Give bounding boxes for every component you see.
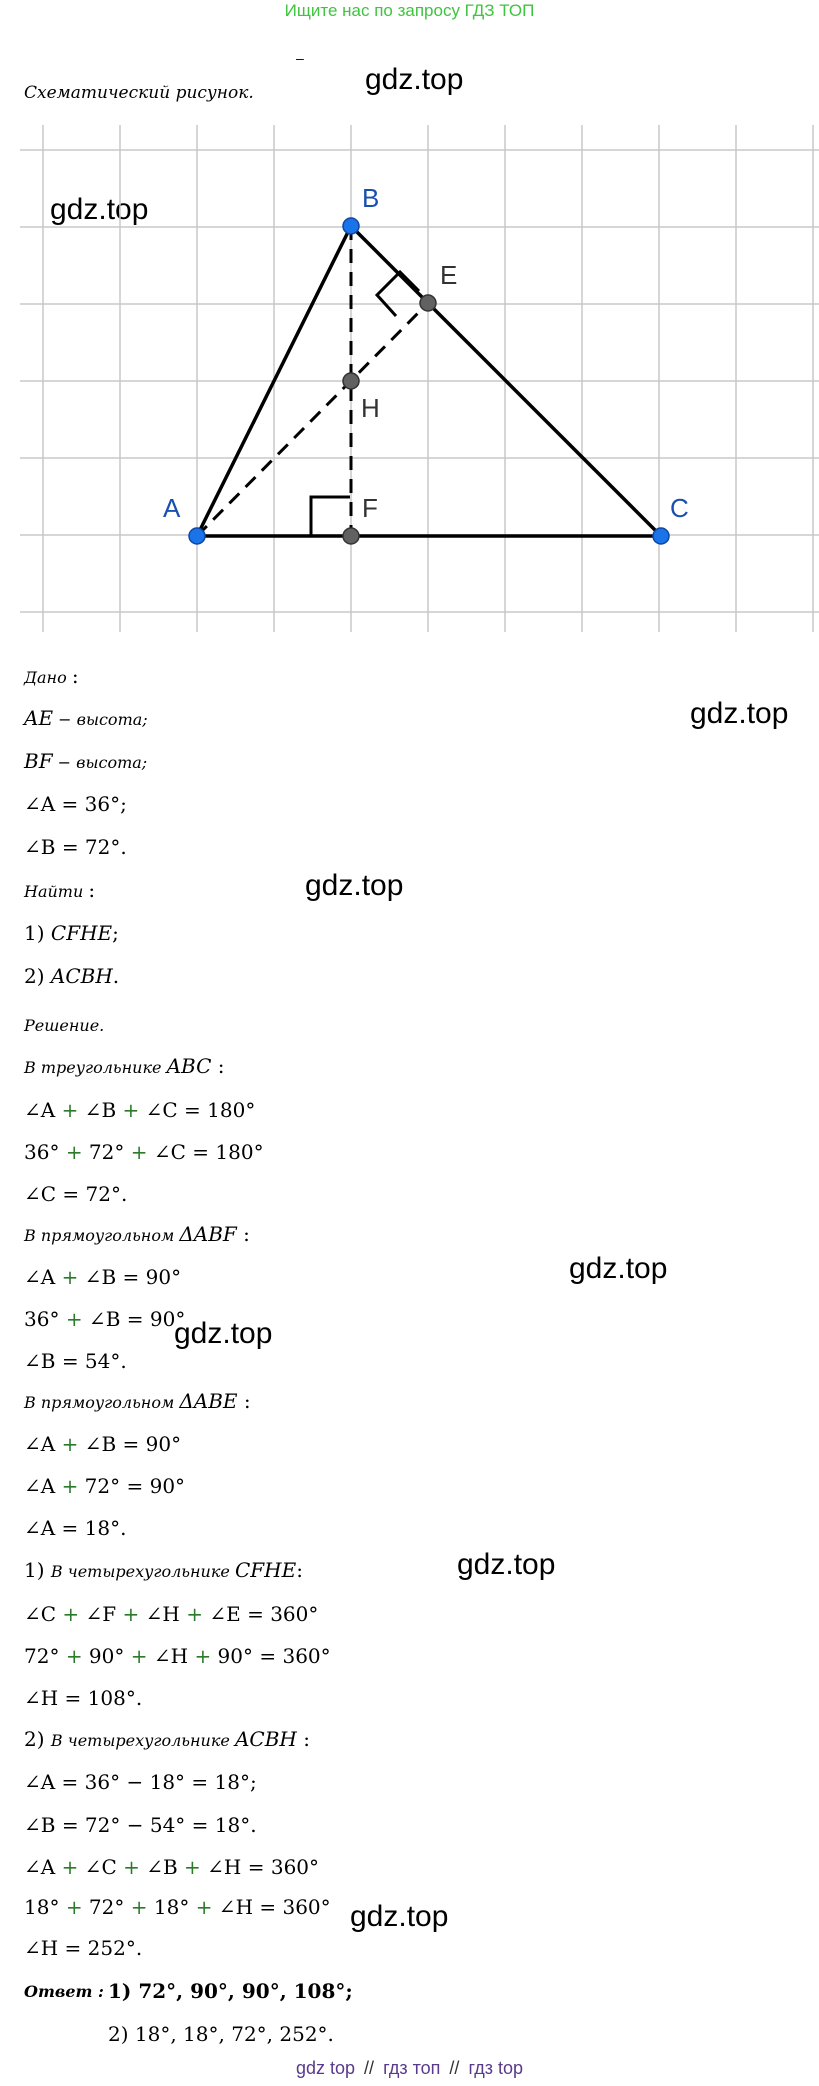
search-banner: Ищите нас по запросу ГДЗ ТОП	[284, 1, 535, 20]
watermark: gdz.top	[569, 1252, 668, 1285]
footer-separator: //	[364, 2058, 375, 2078]
given-bf: BF − высота;	[24, 749, 148, 773]
step-5-heading: 2) В четырехугольнике ACBH :	[24, 1727, 310, 1751]
footer-link-2[interactable]: гдз топ	[383, 2058, 441, 2078]
find-2: 2) ACBH.	[24, 964, 120, 988]
step-2-heading: В прямоугольном ΔABF :	[24, 1222, 250, 1246]
step-4-line-3: ∠H = 108°.	[24, 1686, 143, 1710]
step-3-line-3: ∠A = 18°.	[24, 1516, 127, 1540]
step-2-line-3: ∠B = 54°.	[24, 1349, 127, 1373]
figure-caption: Схематический рисунок.	[24, 83, 254, 103]
step-5-line-5: ∠H = 252°.	[24, 1936, 143, 1960]
stray-mark: –	[296, 50, 304, 66]
point-e	[420, 295, 436, 311]
watermark: gdz.top	[305, 869, 404, 902]
step-3-heading: В прямоугольном ΔABE :	[24, 1389, 251, 1413]
answer-2: 2) 18°, 18°, 72°, 252°.	[108, 2022, 334, 2046]
step-2-line-2: 36° + ∠B = 90°	[24, 1307, 186, 1331]
answer-1: 1) 72°, 90°, 90°, 108°;	[108, 1979, 353, 2003]
watermark: gdz.top	[457, 1548, 556, 1581]
label-h: H	[361, 393, 380, 423]
footer-link-3[interactable]: гдз top	[468, 2058, 523, 2078]
label-b: B	[362, 183, 380, 213]
given-angle-a: ∠A = 36°;	[24, 792, 127, 816]
step-1-line-3: ∠C = 72°.	[24, 1182, 128, 1206]
watermark: gdz.top	[350, 1900, 449, 1933]
step-4-line-1: ∠C + ∠F + ∠H + ∠E = 360°	[24, 1602, 319, 1626]
step-5-line-4: 18° + 72° + 18° + ∠H = 360°	[24, 1895, 331, 1919]
footer-links	[0, 2058, 819, 2079]
step-1-line-2: 36° + 72° + ∠C = 180°	[24, 1140, 264, 1164]
step-2-line-1: ∠A + ∠B = 90°	[24, 1265, 182, 1289]
step-5-line-1: ∠A = 36° − 18° = 18°;	[24, 1770, 257, 1794]
triangle-figure	[0, 120, 819, 640]
grid	[20, 125, 819, 632]
watermark: gdz.top	[365, 63, 464, 96]
footer-separator: //	[449, 2058, 460, 2078]
solution-heading: Решение.	[24, 1016, 105, 1035]
step-3-line-2: ∠A + 72° = 90°	[24, 1474, 186, 1498]
answer-label: Ответ :	[24, 1982, 104, 2001]
label-a: A	[163, 493, 181, 523]
given-angle-b: ∠B = 72°.	[24, 835, 127, 859]
step-1-heading: В треугольнике ABC :	[24, 1054, 225, 1078]
point-f	[343, 528, 359, 544]
label-f: F	[362, 493, 378, 523]
watermark: gdz.top	[174, 1317, 273, 1350]
given-ae: AE − высота;	[24, 706, 148, 730]
label-c: C	[670, 493, 689, 523]
find-1: 1) CFHE;	[24, 921, 119, 945]
label-e: E	[440, 260, 458, 290]
step-3-line-1: ∠A + ∠B = 90°	[24, 1432, 182, 1456]
step-1-line-1: ∠A + ∠B + ∠C = 180°	[24, 1098, 256, 1122]
step-4-heading: 1) В четырехугольнике CFHE:	[24, 1558, 303, 1582]
point-labels	[163, 183, 689, 523]
point-a	[189, 528, 205, 544]
find-heading: Найти :	[24, 878, 96, 902]
footer-link-1[interactable]: gdz top	[295, 2058, 356, 2078]
watermark: gdz.top	[50, 193, 149, 226]
point-c	[653, 528, 669, 544]
step-5-line-3: ∠A + ∠C + ∠B + ∠H = 360°	[24, 1855, 320, 1879]
step-4-line-2: 72° + 90° + ∠H + 90° = 360°	[24, 1644, 331, 1668]
point-b	[343, 218, 359, 234]
watermark: gdz.top	[690, 697, 789, 730]
step-5-line-2: ∠B = 72° − 54° = 18°.	[24, 1813, 257, 1837]
given-heading: Дано :	[24, 664, 79, 688]
point-h	[343, 373, 359, 389]
